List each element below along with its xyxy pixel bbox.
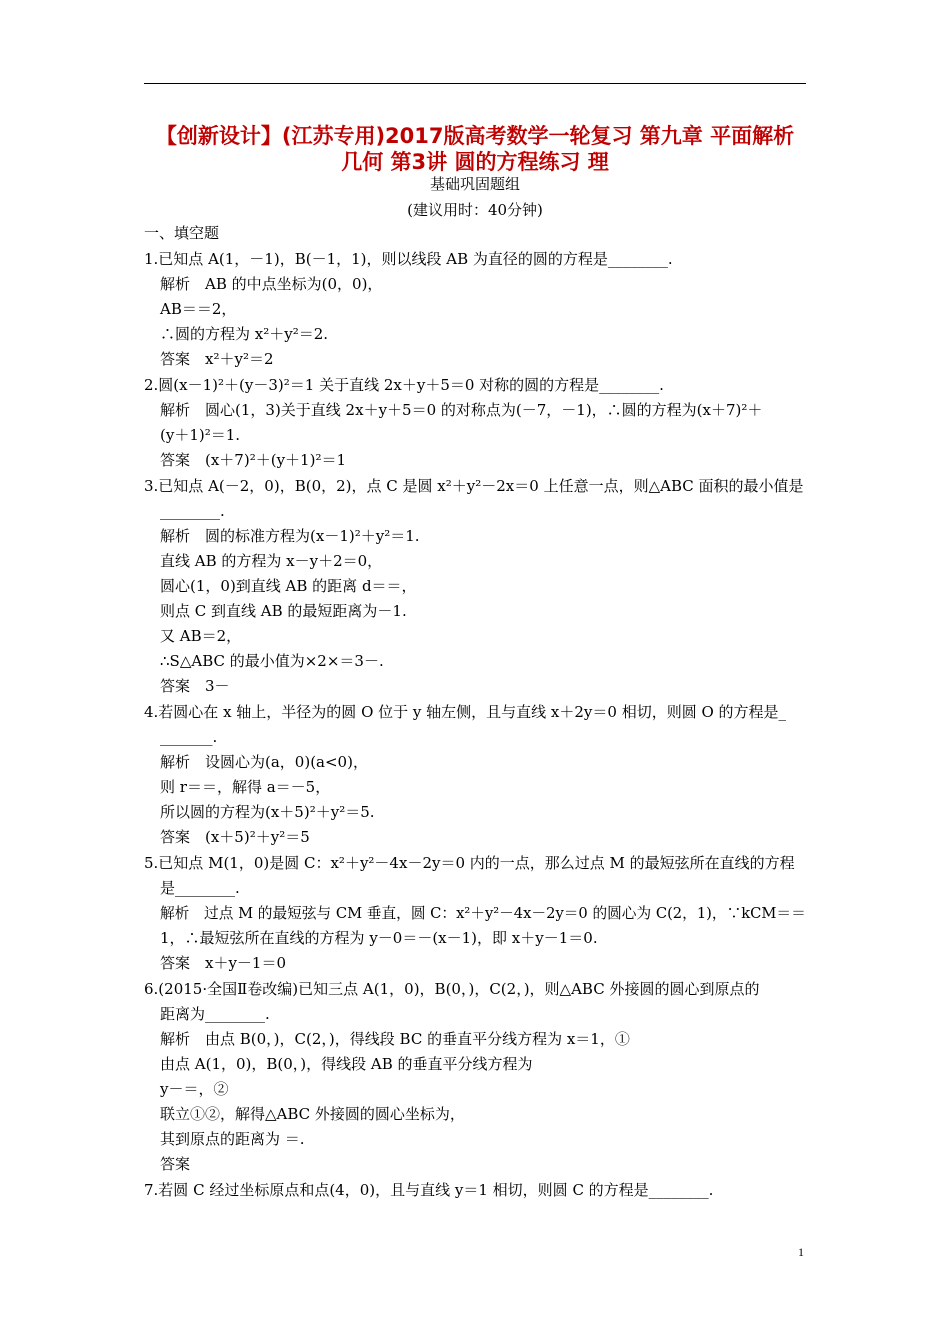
header-rule	[144, 83, 806, 84]
question-7: 7.若圆 C 经过坐标原点和点(4，0)，且与直线 y＝1 相切，则圆 C 的方程是________.	[144, 1181, 714, 1199]
analysis-line: ∴S△ABC 的最小值为×2×＝3－.	[160, 652, 384, 670]
question-blank: 是________.	[160, 879, 240, 897]
group-heading: 基础巩固题组	[429, 175, 520, 193]
analysis-line: 则点 C 到直线 AB 的最短距离为－1.	[160, 602, 407, 620]
analysis-line: ∴圆的方程为 x²＋y²＝2.	[160, 325, 329, 343]
doc-title-line2: 几何 第3讲 圆的方程练习 理	[341, 150, 609, 174]
time-suggestion: (建议用时：40分钟)	[407, 201, 543, 219]
analysis-line: 1，∴最短弦所在直线的方程为 y－0＝－(x－1)，即 x＋y－1＝0.	[160, 929, 598, 947]
answer-line: 答案 (x＋7)²＋(y＋1)²＝1	[160, 451, 346, 469]
analysis-line: 解析 圆的标准方程为(x－1)²＋y²＝1.	[160, 527, 420, 545]
analysis-line: 解析 由点 B(0，)，C(2，)，得线段 BC 的垂直平分线方程为 x＝1，①	[160, 1030, 630, 1048]
page-number: 1	[798, 1245, 804, 1259]
analysis-line: 直线 AB 的方程为 x－y＋2＝0，	[160, 552, 383, 570]
analysis-line: 联立①②，解得△ABC 外接圆的圆心坐标为，	[160, 1105, 465, 1123]
question-blank: _______.	[160, 728, 218, 746]
answer-line: 答案 x²＋y²＝2	[160, 350, 274, 368]
question-6: 6.(2015·全国Ⅱ卷改编)已知三点 A(1，0)，B(0，)，C(2，)，则△ABC 外接圆的圆心到原点的	[144, 980, 760, 998]
question-blank: 距离为________.	[160, 1005, 270, 1023]
analysis-line: 圆心(1，0)到直线 AB 的距离 d＝＝，	[160, 577, 417, 595]
analysis-line: 解析 AB 的中点坐标为(0，0)，	[160, 275, 383, 293]
analysis-line: 所以圆的方程为(x＋5)²＋y²＝5.	[160, 803, 375, 821]
doc-title-line1: 【创新设计】(江苏专用)2017版高考数学一轮复习 第九章 平面解析	[155, 124, 795, 148]
analysis-line: 解析 设圆心为(a，0)(a<0)，	[160, 753, 368, 771]
analysis-line: 则 r＝＝，解得 a＝－5，	[160, 778, 331, 796]
answer-line: 答案 3－	[160, 677, 230, 695]
analysis-line: 由点 A(1，0)，B(0，)，得线段 AB 的垂直平分线方程为	[160, 1055, 533, 1073]
analysis-line: 解析 圆心(1，3)关于直线 2x＋y＋5＝0 的对称点为(－7，－1)，∴圆的方程为(x＋7)²＋	[160, 401, 763, 419]
question-3: 3.已知点 A(－2，0)，B(0，2)，点 C 是圆 x²＋y²－2x＝0 上任意一点，则△ABC 面积的最小值是	[144, 477, 804, 495]
answer-line: 答案	[160, 1155, 191, 1173]
question-2: 2.圆(x－1)²＋(y－3)²＝1 关于直线 2x＋y＋5＝0 对称的圆的方程是________.	[144, 376, 664, 394]
question-blank: ________.	[160, 502, 225, 520]
analysis-line: AB＝＝2，	[160, 300, 237, 318]
analysis-line: 解析 过点 M 的最短弦与 CM 垂直，圆 C：x²＋y²－4x－2y＝0 的圆心为 C(2，1)，∵kCM＝＝	[160, 904, 806, 922]
answer-line: 答案 x＋y－1＝0	[160, 954, 287, 972]
analysis-line: y－＝，②	[160, 1080, 229, 1098]
analysis-line: 其到原点的距离为 ＝.	[160, 1130, 305, 1148]
answer-line: 答案 (x＋5)²＋y²＝5	[160, 828, 310, 846]
section-heading: 一、填空题	[144, 224, 220, 242]
analysis-line: 又 AB＝2，	[160, 627, 242, 645]
question-1: 1.已知点 A(1，－1)，B(－1，1)，则以线段 AB 为直径的圆的方程是________.	[144, 250, 673, 268]
question-5: 5.已知点 M(1，0)是圆 C：x²＋y²－4x－2y＝0 内的一点，那么过点 M 的最短弦所在直线的方程	[144, 854, 795, 872]
analysis-line: (y＋1)²＝1.	[160, 426, 241, 444]
question-4: 4.若圆心在 x 轴上，半径为的圆 O 位于 y 轴左侧，且与直线 x＋2y＝0 相切，则圆 O 的方程是_	[144, 703, 787, 721]
